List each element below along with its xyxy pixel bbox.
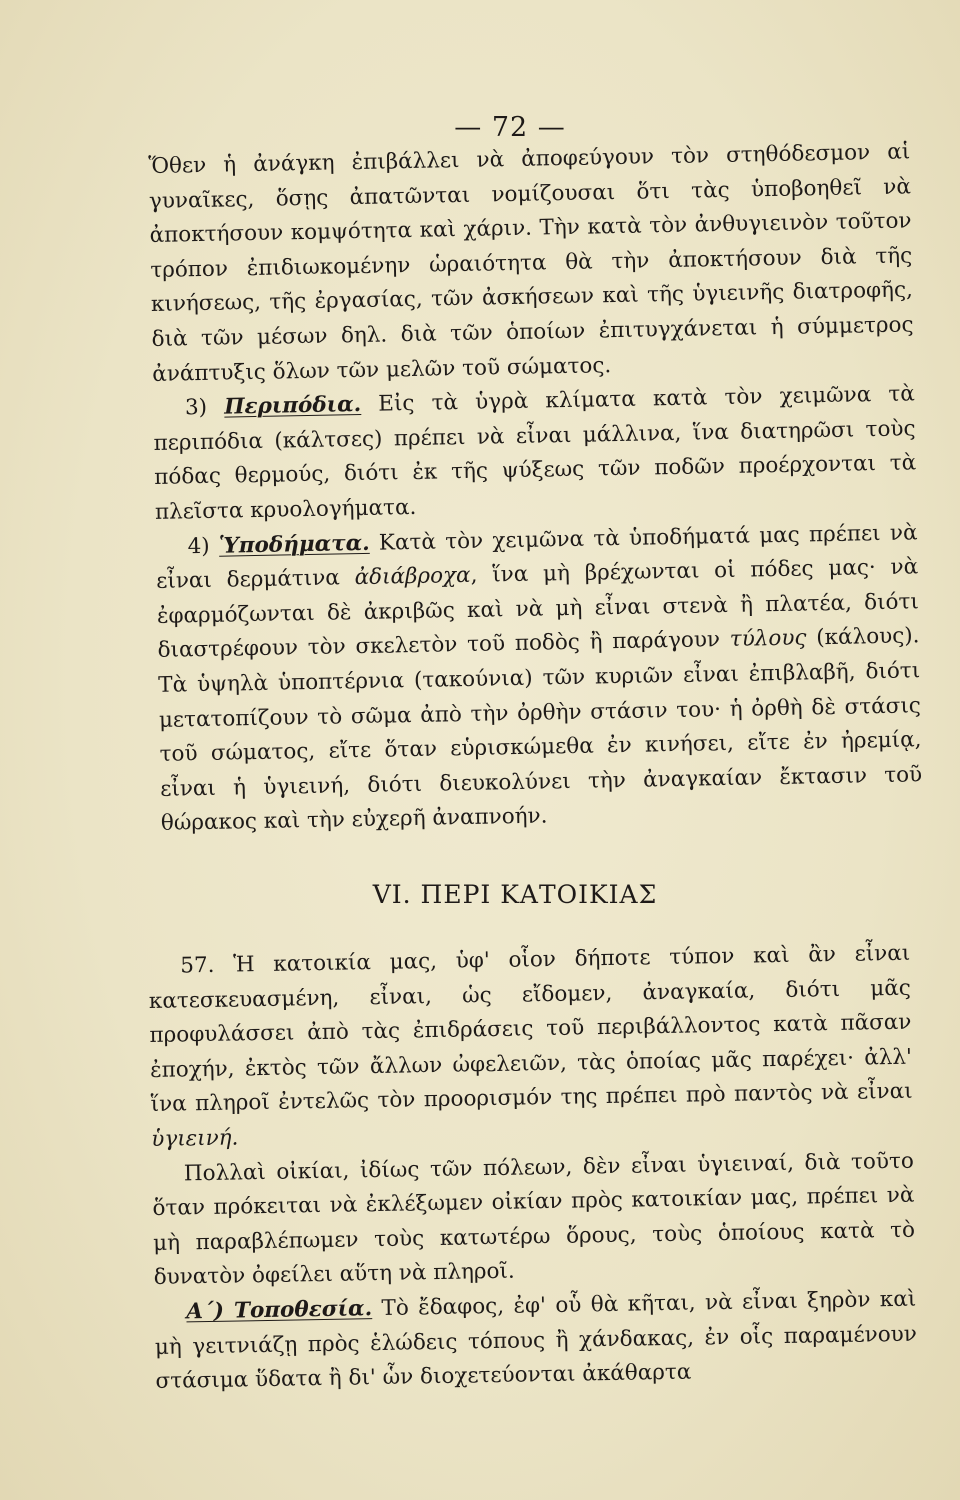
- item-text: Τὸ ἔδαφος, ἐφ' οὗ θὰ κῆται, νὰ εἶναι ξηρὸν καὶ μὴ γειτνιάζῃ πρὸς ἑλώδεις τόπους ἢ χάνδακας, ἐν οἷς παραμένουν στάσιμα ὕδατα ἢ δι' ὧν διοχετεύονται ἀκάθαρτα: [154, 1286, 918, 1395]
- item-heading: Ὑποδήματα.: [218, 530, 370, 559]
- emphasis-term: ἀδιάβροχα: [354, 563, 471, 591]
- item-text: Εἰς τὰ ὑγρὰ κλίματα κατὰ τὸν χειμῶνα τὰ περιπόδια (κάλτσες) πρέπει νὰ εἶναι μάλλινα, ἵνα διατηρῶσι τοὺς πόδας θερμούς, διότι ἐκ τῆς ψύξεως τῶν ποδῶν προέρχονται τὰ πλεῖστα κρυολογήματα.: [153, 381, 917, 525]
- item-heading: Περιπόδια.: [223, 392, 362, 420]
- section-title: VI. ΠΕΡΙ ΚΑΤΟΙΚΙΑΣ: [372, 880, 658, 909]
- section-housing-text: [148, 937, 918, 1400]
- item-text: (κάλους). Τὰ ὑψηλὰ ὑποπτέρνια (τακούνια) τῶν κυριῶν εἶναι ἐπιβλαβῆ, διότι μετατοπίζουν τὸ σῶμα ἀπὸ τὴν ὀρθὴν στάσιν του· ἡ ὀρθὴ δὲ στάσις τοῦ σώματος, εἴτε ὅταν εὑρισκώμεθα ἐν κινήσει, εἴτε ἐν ἠρεμίᾳ, εἶναι ἡ ὑγιεινή, διότι διευκολύνει τὴν ἀναγκαίαν ἔκτασιν τοῦ θώρακος καὶ τὴν εὐχερῆ ἀναπνοήν.: [158, 623, 923, 837]
- item-heading: Α΄) Τοποθεσία.: [186, 1296, 373, 1325]
- item-shoes: [155, 516, 923, 842]
- paragraph-57: [148, 937, 914, 1158]
- paragraph-text: 57. Ἡ κατοικία μας, ὑφ' οἷον δήποτε τύπον καὶ ἂν εἶναι κατεσκευασμένη, εἶναι, ὡς εἴδομεν, ἀναγκαία, διότι μᾶς προφυλάσσει ἀπὸ τὰς ἐπιδράσεις τοῦ περιβάλλοντος κατὰ πᾶσαν ἐποχήν, ἐκτὸς τῶν ἄλλων ὠφελειῶν, τὰς ὁποίας μᾶς παρέχει· ἀλλ' ἵνα πληροῖ ἐντελῶς τὸν προορισμόν της πρέπει πρὸ παντὸς νὰ εἶναι: [148, 940, 913, 1118]
- emphasis-term: ὑγιεινή.: [151, 1125, 239, 1152]
- item-text: , ἵνα μὴ βρέχωνται οἱ πόδες μας· νὰ ἐφαρμόζωνται δὲ ἀκριβῶς καὶ νὰ μὴ εἶναι στενὰ ἢ πλατέα, διότι διαστρέφουν τὸν σκελετὸν τοῦ ποδὸς ἢ παράγουν: [156, 554, 920, 664]
- intro-paragraph: Ὅθεν ἡ ἀνάγκη ἐπιβάλλει νὰ ἀποφεύγουν τὸν στηθόδεσμον αἱ γυναῖκες, ὅσῃς ἀπατῶνται νομίζουσαι ὅτι τὰς ὑποβοηθεῖ νὰ ἀποκτήσουν κομψότητα καὶ χάριν. Τὴν κατὰ τὸν ἀνθυγιεινὸν τοῦτον τρόπον ἐπιδιωκομένην ὡραιότητα θὰ τὴν ἀποκτήσουν διὰ τῆς κινήσεως, τῆς ἐργασίας, τῶν ἀσκήσεων καὶ τῆς ὑγιεινῆς διατροφῆς, διὰ τῶν μέσων δηλ. διὰ τῶν ὁποίων ἐπιτυγχάνεται ἡ σύμμετρος ἀνάπτυξις ὅλων τῶν μελῶν τοῦ σώματος.: [148, 139, 914, 387]
- item-number: 4): [187, 533, 220, 559]
- item-location: [154, 1283, 918, 1400]
- item-text: Κατὰ τὸν χειμῶνα τὰ ὑποδήματά μας πρέπει νὰ εἶναι δερμάτινα: [156, 519, 918, 595]
- page-number: — 72 —: [454, 112, 566, 143]
- paragraph-houses: Πολλαὶ οἰκίαι, ἰδίως τῶν πόλεων, δὲν εἶναι ὑγιειναί, διὰ τοῦτο ὅταν πρόκειται νὰ ἐκλέξωμεν οἰκίαν πρὸς κατοικίαν μας, πρέπει νὰ μὴ παραβλέπωμεν τοὺς κατωτέρω ὅρους, τοὺς ὁποίους κατὰ τὸ δυνατὸν ὀφείλει αὕτη νὰ πληροῖ.: [152, 1148, 916, 1291]
- item-stockings: [153, 377, 918, 530]
- emphasis-term: τύλους: [729, 625, 807, 653]
- section-continued-text: [148, 135, 923, 841]
- item-number: 3): [184, 394, 225, 421]
